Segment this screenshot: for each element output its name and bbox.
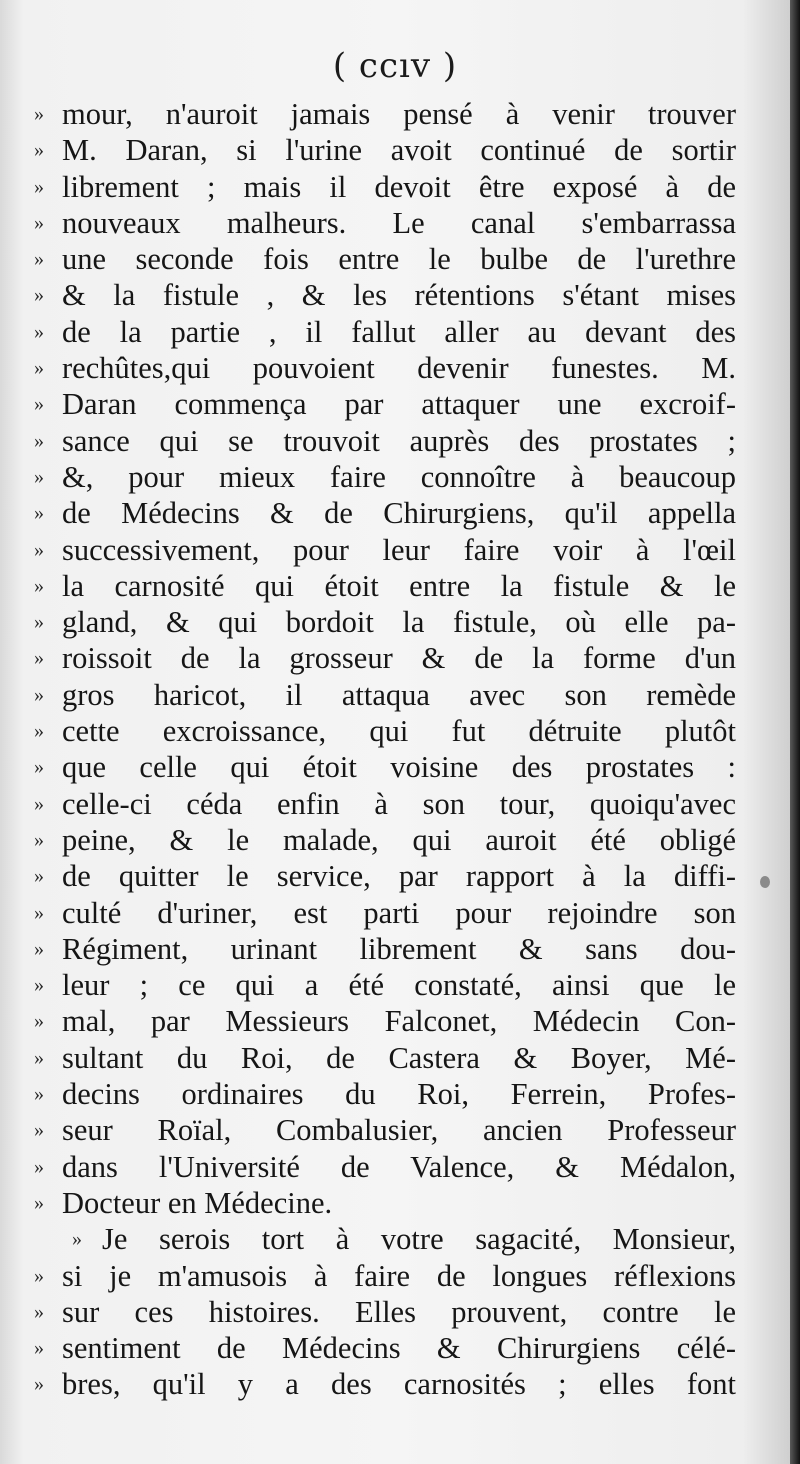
- line-text: rechûtes,qui pouvoient devenir funestes. M.: [62, 351, 736, 386]
- quote-mark: »: [34, 502, 44, 525]
- line-text: de quitter le service, par rapport à la diffi-: [62, 859, 736, 894]
- line-text: de Médecins & de Chirurgiens, qu'il appella: [62, 496, 736, 531]
- quote-mark: »: [34, 683, 44, 706]
- line-text: bres, qu'il y a des carnosités ; elles font: [62, 1367, 736, 1402]
- text-line: [34, 713, 736, 749]
- text-line: [34, 277, 736, 313]
- quote-mark: »: [34, 248, 44, 271]
- text-line: [34, 822, 736, 858]
- text-line: [34, 1076, 736, 1112]
- quote-mark: »: [34, 1083, 44, 1106]
- quote-mark: »: [34, 1155, 44, 1178]
- text-line: [34, 568, 736, 604]
- line-text: si je m'amusois à faire de longues réflexions: [62, 1258, 736, 1293]
- text-line: [34, 459, 736, 495]
- text-line: [34, 350, 736, 386]
- line-text: cette excroissance, qui fut détruite plutôt: [62, 714, 736, 749]
- line-text: &, pour mieux faire connoître à beaucoup: [62, 459, 736, 494]
- text-line: [34, 1330, 736, 1366]
- line-text: sultant du Roi, de Castera & Boyer, Mé-: [62, 1040, 736, 1075]
- quote-mark: »: [34, 720, 44, 743]
- line-text: celle-ci céda enfin à son tour, quoiqu'avec: [62, 786, 736, 821]
- quote-mark: »: [34, 284, 44, 307]
- quote-mark: »: [34, 1046, 44, 1069]
- line-text: roissoit de la grosseur & de la forme d'un: [62, 641, 736, 676]
- text-line: [34, 495, 736, 531]
- line-text: M. Daran, si l'urine avoit continué de sortir: [62, 133, 736, 168]
- line-text: une seconde fois entre le bulbe de l'urethre: [62, 242, 736, 277]
- line-text: la carnosité qui étoit entre la fistule & le: [62, 568, 736, 603]
- text-line: [34, 241, 736, 277]
- text-line: [34, 931, 736, 967]
- quote-mark: »: [34, 865, 44, 888]
- line-text: mour, n'auroit jamais pensé à venir trouver: [62, 97, 736, 131]
- line-text: peine, & le malade, qui auroit été obligé: [62, 822, 736, 857]
- text-line: [34, 169, 736, 205]
- line-text: leur ; ce qui a été constaté, ainsi que le: [62, 968, 736, 1003]
- text-line: [34, 423, 736, 459]
- quote-mark: »: [34, 792, 44, 815]
- quote-mark: »: [34, 175, 44, 198]
- text-line: [34, 786, 736, 822]
- page-number-header: ( ccıv ): [332, 46, 458, 86]
- text-line: [34, 1185, 736, 1221]
- line-text: dans l'Université de Valence, & Médalon,: [62, 1149, 736, 1184]
- quote-mark: »: [34, 538, 44, 561]
- line-text: gland, & qui bordoit la fistule, où elle pa-: [62, 605, 736, 640]
- text-line: [34, 1258, 736, 1294]
- text-line: [34, 132, 736, 168]
- text-line: [34, 1112, 736, 1148]
- quote-mark: »: [34, 211, 44, 234]
- line-text: & la fistule , & les rétentions s'étant mises: [62, 278, 736, 313]
- quote-mark: »: [34, 974, 44, 997]
- line-text: sentiment de Médecins & Chirurgiens célé-: [62, 1331, 736, 1366]
- quote-mark: »: [34, 357, 44, 380]
- text-line: [34, 640, 736, 676]
- line-text: Je serois tort à votre sagacité, Monsieur,: [102, 1222, 736, 1257]
- line-text: Régiment, urinant librement & sans dou-: [62, 931, 736, 966]
- line-text: de la partie , il fallut aller au devant des: [62, 314, 736, 349]
- quote-mark: »: [34, 103, 44, 125]
- quote-mark: »: [34, 1300, 44, 1323]
- text-line: [34, 677, 736, 713]
- quote-mark: »: [34, 429, 44, 452]
- quote-mark: »: [34, 1373, 44, 1396]
- quote-mark: »: [34, 1119, 44, 1142]
- quote-mark: »: [34, 574, 44, 597]
- line-text: culté d'uriner, est parti pour rejoindre son: [62, 895, 736, 930]
- line-text: sur ces histoires. Elles prouvent, contre le: [62, 1294, 736, 1329]
- quote-mark: »: [34, 647, 44, 670]
- line-text: decins ordinaires du Roi, Ferrein, Profes-: [62, 1077, 736, 1112]
- quote-mark: »: [34, 139, 44, 162]
- quote-mark: »: [34, 756, 44, 779]
- quote-mark: »: [34, 320, 44, 343]
- quote-mark: »: [34, 1191, 44, 1214]
- quote-mark: »: [34, 1337, 44, 1360]
- quote-mark: »: [34, 1010, 44, 1033]
- text-line: [34, 386, 736, 422]
- text-line: [34, 532, 736, 568]
- text-line: [34, 1294, 736, 1330]
- text-line: [34, 1003, 736, 1039]
- quote-mark: »: [34, 393, 44, 416]
- quote-mark: »: [34, 828, 44, 851]
- line-text: successivement, pour leur faire voir à l'œil: [62, 532, 736, 567]
- paper-speck: [760, 876, 770, 888]
- line-text: nouveaux malheurs. Le canal s'embarrassa: [62, 205, 736, 240]
- line-text: seur Roïal, Combalusier, ancien Professeur: [62, 1113, 736, 1148]
- page-edge-shadow: [790, 0, 800, 1464]
- quote-mark: »: [34, 937, 44, 960]
- text-line: [34, 604, 736, 640]
- text-line: [34, 314, 736, 350]
- quote-mark: »: [34, 465, 44, 488]
- text-line: [34, 96, 736, 132]
- line-text: Daran commença par attaquer une excroif-: [62, 387, 736, 422]
- text-line: [34, 1149, 736, 1185]
- quote-mark: »: [34, 901, 44, 924]
- line-text: sance qui se trouvoit auprès des prostates ;: [62, 423, 736, 458]
- text-line: [34, 749, 736, 785]
- quote-mark: »: [34, 611, 44, 634]
- line-text: que celle qui étoit voisine des prostates :: [62, 750, 736, 785]
- text-line: [34, 858, 736, 894]
- text-line: [34, 967, 736, 1003]
- text-line: [34, 1040, 736, 1076]
- line-text: mal, par Messieurs Falconet, Médecin Con-: [62, 1004, 736, 1039]
- text-line: [34, 205, 736, 241]
- text-line: [34, 895, 736, 931]
- quote-mark: »: [34, 1264, 44, 1287]
- text-line: [34, 1366, 736, 1402]
- quote-mark: »: [72, 1228, 82, 1251]
- text-line: [62, 1221, 736, 1257]
- line-text: librement ; mais il devoit être exposé à de: [62, 169, 736, 204]
- line-text: gros haricot, il attaqua avec son remède: [62, 677, 736, 712]
- body-text: [34, 96, 736, 1403]
- line-text: Docteur en Médecine.: [62, 1185, 333, 1220]
